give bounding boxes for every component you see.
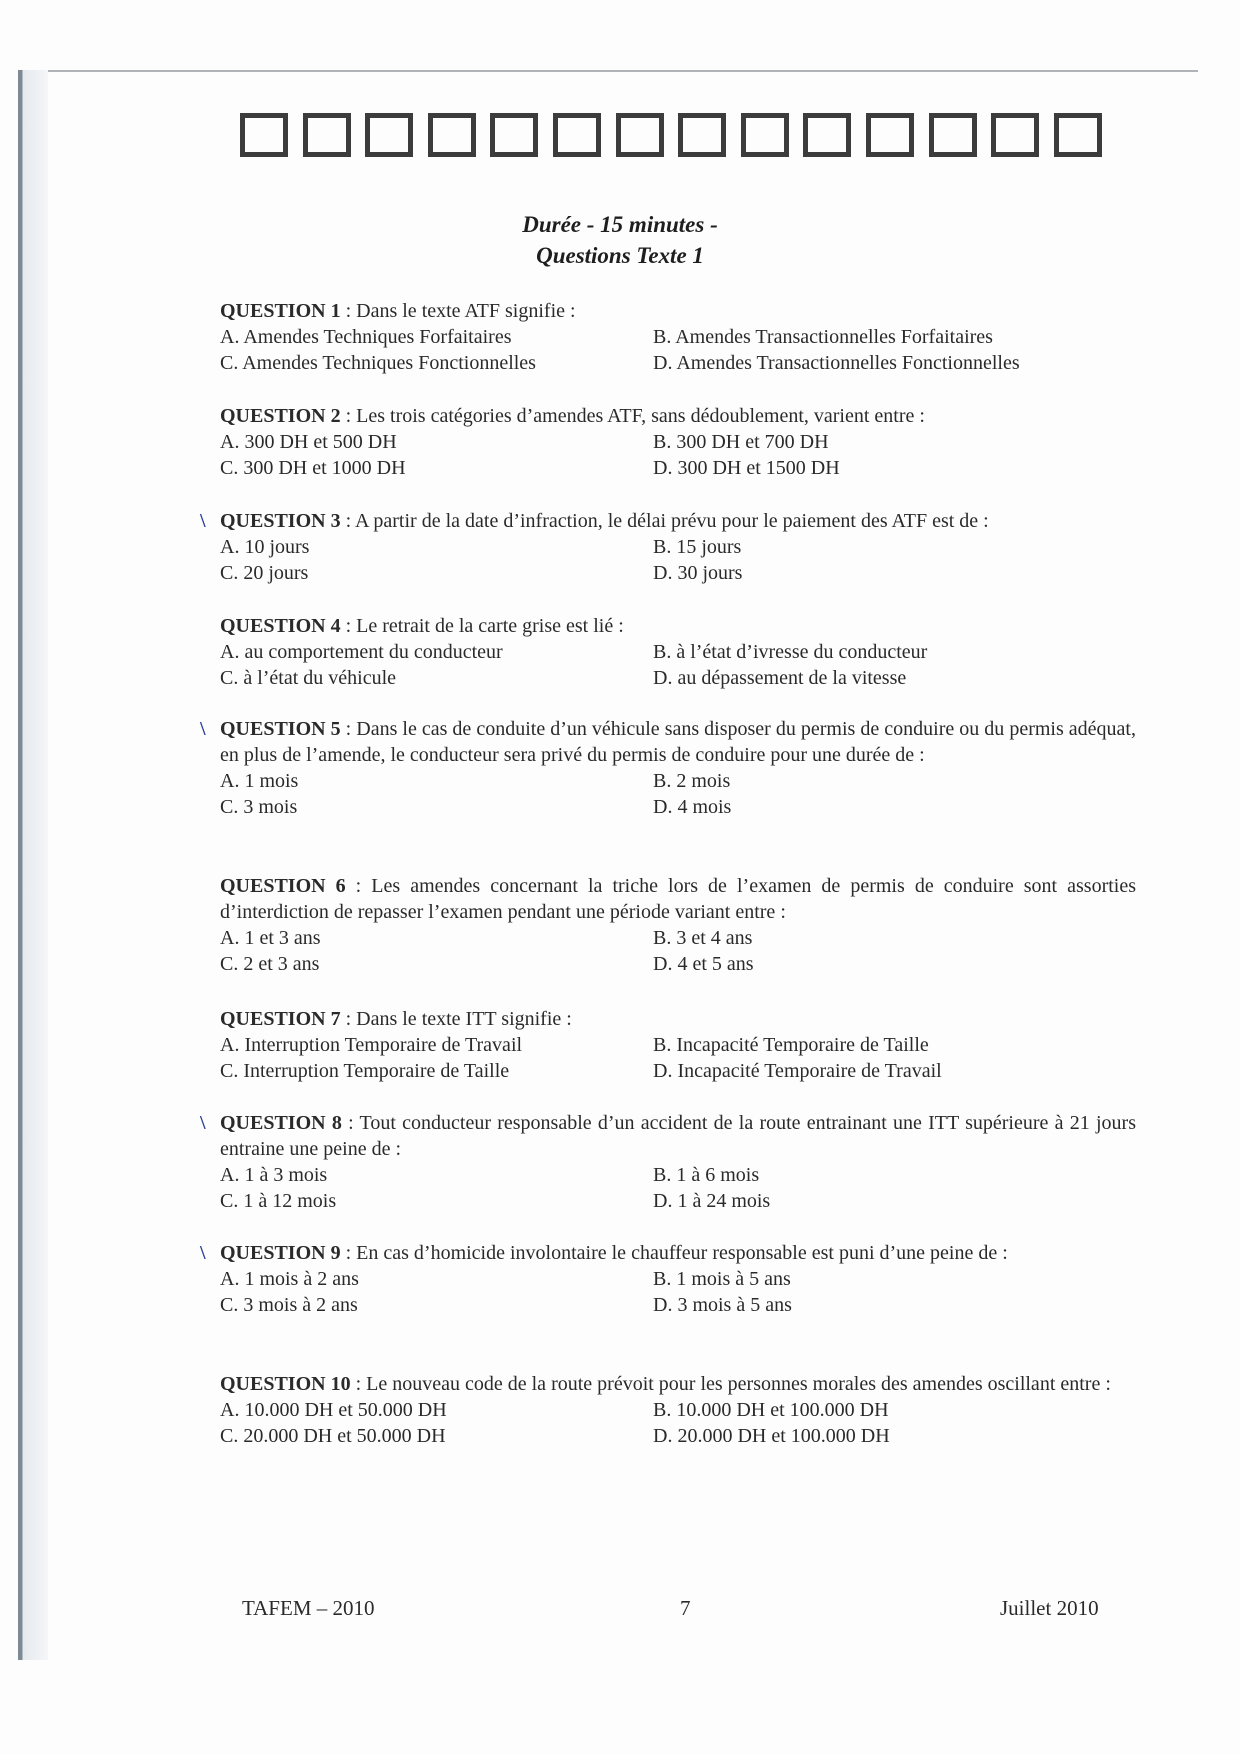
answer-box	[616, 113, 664, 157]
question-block	[200, 508, 1136, 586]
answer-option[interactable]: D. 300 DH et 1500 DH	[653, 457, 840, 479]
question-number: QUESTION 10	[220, 1373, 351, 1395]
question-stem	[220, 873, 1136, 925]
answer-option[interactable]: A. Interruption Temporaire de Travail	[220, 1034, 523, 1056]
options	[220, 534, 1136, 586]
answer-box	[1054, 113, 1102, 157]
answer-option[interactable]: D. 20.000 DH et 100.000 DH	[653, 1425, 890, 1447]
options	[220, 925, 1136, 977]
duration-title: Durée - 15 minutes -	[522, 212, 718, 237]
page-number: 7	[680, 1596, 691, 1620]
answer-option[interactable]: C. Amendes Techniques Fonctionnelles	[220, 352, 536, 374]
answer-box	[929, 113, 977, 157]
question-number: QUESTION 6	[220, 875, 346, 897]
answer-option[interactable]: D. Amendes Transactionnelles Fonctionnelles	[653, 352, 1020, 374]
question-number: QUESTION 4	[220, 615, 341, 637]
scan-edge	[18, 70, 48, 1660]
question-number: QUESTION 3	[220, 510, 341, 532]
question-stem	[220, 403, 1136, 429]
answer-option[interactable]: A. 10.000 DH et 50.000 DH	[220, 1399, 447, 1421]
question-stem	[220, 716, 1136, 768]
answer-option[interactable]: B. 3 et 4 ans	[653, 927, 753, 949]
question-number: QUESTION 9	[220, 1242, 341, 1264]
question-stem	[220, 1371, 1136, 1397]
answer-option[interactable]: D. 1 à 24 mois	[653, 1190, 771, 1212]
answer-box	[678, 113, 726, 157]
answer-option[interactable]: D. 30 jours	[653, 562, 743, 584]
answer-boxes	[240, 113, 1102, 157]
answer-option[interactable]: B. 1 mois à 5 ans	[653, 1268, 791, 1290]
question-text: : Les amendes concernant la triche lors de l’examen de permis de conduire sont assorties d’interdiction de repasser l’examen pendant une période variant entre :	[220, 875, 1137, 923]
pen-tick-mark: \	[200, 510, 206, 532]
options	[220, 639, 1136, 691]
question-stem	[220, 298, 1136, 324]
pen-tick-mark: \	[200, 1242, 206, 1264]
answer-option[interactable]: A. 10 jours	[220, 536, 310, 558]
options	[220, 429, 1136, 481]
answer-option[interactable]: B. Incapacité Temporaire de Taille	[653, 1034, 929, 1056]
answer-option[interactable]: D. 4 et 5 ans	[653, 953, 754, 975]
answer-option[interactable]: B. 10.000 DH et 100.000 DH	[653, 1399, 889, 1421]
question-block	[220, 613, 1136, 691]
answer-option[interactable]: A. 1 à 3 mois	[220, 1164, 328, 1186]
answer-option[interactable]: B. 2 mois	[653, 770, 731, 792]
question-number: QUESTION 8	[220, 1112, 342, 1134]
answer-option[interactable]: C. à l’état du véhicule	[220, 667, 397, 689]
answer-box	[866, 113, 914, 157]
question-text: : A partir de la date d’infraction, le délai prévu pour le paiement des ATF est de :	[340, 510, 989, 532]
question-block	[220, 873, 1136, 977]
question-block	[200, 1240, 1136, 1318]
answer-option[interactable]: A. 1 mois	[220, 770, 299, 792]
question-text: : Dans le texte ATF signifie :	[340, 300, 576, 322]
question-number: QUESTION 2	[220, 405, 341, 427]
answer-option[interactable]: B. 1 à 6 mois	[653, 1164, 760, 1186]
answer-option[interactable]: B. 15 jours	[653, 536, 742, 558]
question-block	[220, 298, 1136, 376]
question-stem	[220, 508, 1136, 534]
question-text: : Le retrait de la carte grise est lié :	[340, 615, 624, 637]
question-block	[200, 1110, 1136, 1214]
question-text: : Dans le texte ITT signifie :	[340, 1008, 572, 1030]
question-stem	[220, 1006, 1136, 1032]
answer-option[interactable]: D. 3 mois à 5 ans	[653, 1294, 792, 1316]
answer-option[interactable]: A. Amendes Techniques Forfaitaires	[220, 326, 512, 348]
footer-left: TAFEM – 2010	[242, 1596, 375, 1620]
answer-option[interactable]: B. 300 DH et 700 DH	[653, 431, 829, 453]
answer-box	[428, 113, 476, 157]
question-text: : Tout conducteur responsable d’un accident de la route entrainant une ITT supérieure à 21 jours entraine une peine de :	[220, 1112, 1136, 1160]
answer-option[interactable]: C. Interruption Temporaire de Taille	[220, 1060, 510, 1082]
answer-option[interactable]: A. au comportement du conducteur	[220, 641, 503, 663]
answer-option[interactable]: D. 4 mois	[653, 796, 732, 818]
options	[220, 1397, 1136, 1449]
question-number: QUESTION 1	[220, 300, 341, 322]
answer-option[interactable]: B. à l’état d’ivresse du conducteur	[653, 641, 928, 663]
options	[220, 1162, 1136, 1214]
answer-option[interactable]: D. au dépassement de la vitesse	[653, 667, 907, 689]
answer-box	[365, 113, 413, 157]
options	[220, 768, 1136, 820]
question-block	[220, 403, 1136, 481]
answer-box	[490, 113, 538, 157]
question-text: : Les trois catégories d’amendes ATF, sans dédoublement, varient entre :	[340, 405, 925, 427]
answer-option[interactable]: C. 300 DH et 1000 DH	[220, 457, 406, 479]
answer-box	[553, 113, 601, 157]
pen-tick-mark: \	[200, 718, 206, 740]
question-text: : Le nouveau code de la route prévoit pour les personnes morales des amendes oscillant entre :	[350, 1373, 1111, 1395]
answer-box	[240, 113, 288, 157]
answer-box	[991, 113, 1039, 157]
section-title: Questions Texte 1	[536, 243, 704, 268]
question-number: QUESTION 5	[220, 718, 341, 740]
question-block	[220, 1006, 1136, 1084]
question-stem	[220, 613, 1136, 639]
answer-option[interactable]: A. 1 mois à 2 ans	[220, 1268, 359, 1290]
answer-option[interactable]: C. 3 mois à 2 ans	[220, 1294, 358, 1316]
question-block	[200, 716, 1136, 820]
answer-box	[803, 113, 851, 157]
question-text: : Dans le cas de conduite d’un véhicule sans disposer du permis de conduire ou du permis adéquat, en plus de l’amende, le conducteur sera privé du permis de conduire pour une durée de :	[220, 718, 1136, 766]
answer-option[interactable]: C. 20 jours	[220, 562, 309, 584]
question-stem	[220, 1110, 1136, 1162]
answer-option[interactable]: C. 1 à 12 mois	[220, 1190, 337, 1212]
question-block	[220, 1371, 1136, 1449]
answer-option[interactable]: D. Incapacité Temporaire de Travail	[653, 1060, 942, 1082]
answer-option[interactable]: B. Amendes Transactionnelles Forfaitaires	[653, 326, 993, 348]
footer-right: Juillet 2010	[1000, 1596, 1099, 1620]
question-stem	[220, 1240, 1136, 1266]
answer-option[interactable]: A. 1 et 3 ans	[220, 927, 321, 949]
options	[220, 1266, 1136, 1318]
answer-option[interactable]: C. 20.000 DH et 50.000 DH	[220, 1425, 446, 1447]
answer-option[interactable]: C. 2 et 3 ans	[220, 953, 320, 975]
options	[220, 1032, 1136, 1084]
top-rule	[48, 70, 1198, 72]
answer-box	[303, 113, 351, 157]
answer-box	[741, 113, 789, 157]
answer-option[interactable]: C. 3 mois	[220, 796, 298, 818]
question-number: QUESTION 7	[220, 1008, 341, 1030]
pen-tick-mark: \	[200, 1112, 206, 1134]
answer-option[interactable]: A. 300 DH et 500 DH	[220, 431, 397, 453]
options	[220, 324, 1136, 376]
question-text: : En cas d’homicide involontaire le chauffeur responsable est puni d’une peine de :	[340, 1242, 1008, 1264]
